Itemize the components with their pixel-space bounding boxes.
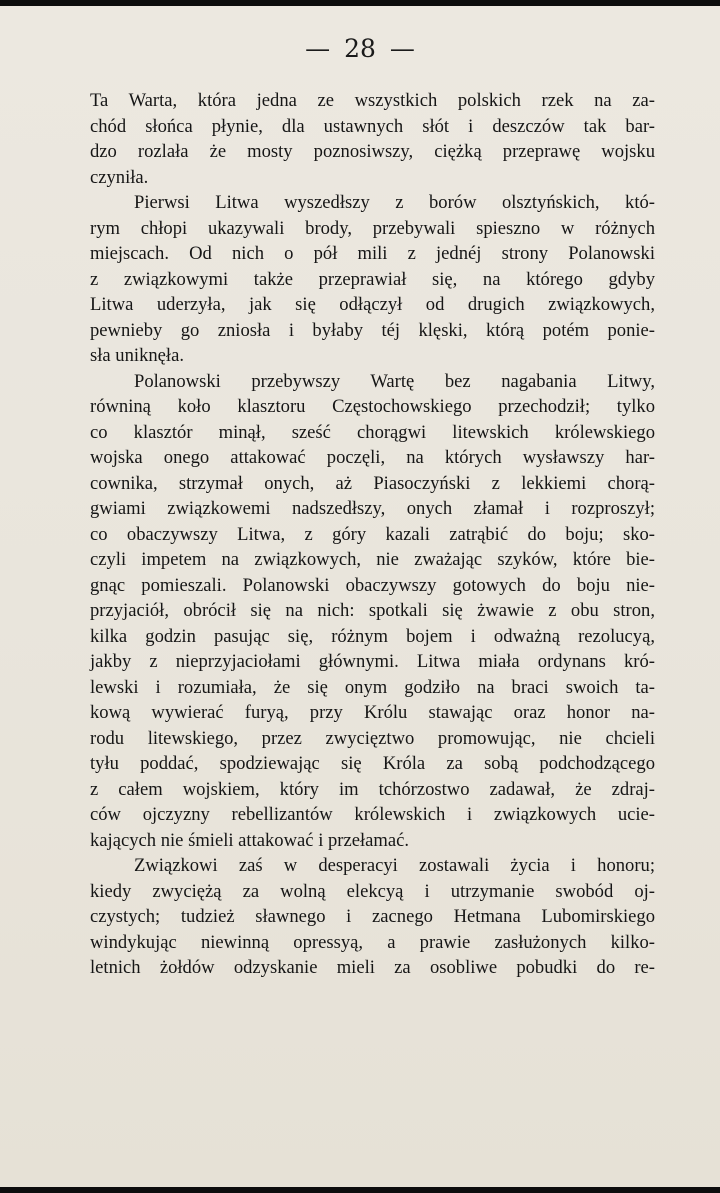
header-dash-left: — (305, 34, 331, 63)
text-line: co klasztór minął, sześć chorągwi litewskich królewskiego (90, 421, 655, 443)
text-line: tyłu poddać, spodziewając się Króla za sobą podchodzącego (90, 753, 655, 774)
text-line: co obaczywszy Litwa, z góry kazali zatrąbić do boju; sko- (90, 523, 655, 545)
body-text (90, 88, 655, 981)
text-line: kiedy zwyciężą za wolną elekcyą i utrzymanie swobód oj- (90, 880, 655, 902)
text-line: wojska onego attakować poczęli, na których wysławszy har- (90, 447, 655, 468)
text-line: przyjaciół, obrócił się na nich: spotkali się żwawie z obu stron, (90, 600, 655, 621)
text-line: z całem wojskiem, który im tchórzostwo zadawał, że zdraj- (90, 778, 655, 800)
text-line: sła uniknęła. (90, 345, 184, 366)
text-line: czyli impetem na związkowych, nie zważając szyków, które bie- (90, 549, 655, 570)
text-line: Pierwsi Litwa wyszedłszy z borów olsztyńskich, któ- (134, 192, 655, 213)
text-line: Związkowi zaś w desperacyi zostawali życia i honoru; (134, 855, 655, 876)
text-line: rym chłopi ukazywali brody, przebywali spieszno w różnych (90, 217, 655, 239)
page-number: 28 (344, 34, 376, 63)
text-line: czyniła. (90, 166, 149, 188)
text-line: kilka godzin pasując się, różnym bojem i odważną rezolucyą, (90, 625, 655, 647)
text-line: gwiami związkowemi nadszedłszy, onych złamał i rozproszył; (90, 498, 655, 519)
scan-bottom-edge (0, 1187, 720, 1193)
text-line: ców ojczyzny rebellizantów królewskich i związkowych ucie- (90, 804, 655, 825)
text-line: Polanowski przebywszy Wartę bez nagabania Litwy, (134, 370, 655, 392)
text-line: Litwa uderzyła, jak się odłączył od drugich związkowych, (90, 294, 655, 315)
text-line: dzo rozlała że mosty poznosiwszy, ciężką przeprawę wojsku (90, 141, 655, 162)
text-line: czystych; tudzież sławnego i zacnego Hetmana Lubomirskiego (90, 906, 655, 927)
text-line: z związkowymi także przeprawiał się, na którego gdyby (90, 268, 655, 290)
text-line: miejscach. Od nich o pół mili z jednéj strony Polanowski (90, 243, 655, 264)
page-header (0, 34, 720, 63)
paragraph-2 (90, 190, 655, 369)
text-line: Ta Warta, która jedna ze wszystkich polskich rzek na za- (90, 90, 655, 111)
text-line: letnich żołdów odzyskanie mieli za osobliwe pobudki do re- (90, 957, 655, 978)
text-line: gnąc pomieszali. Polanowski obaczywszy gotowych do boju nie- (90, 574, 655, 596)
paragraph-4 (90, 853, 655, 981)
text-line: jakby z nieprzyjaciołami głównymi. Litwa miała ordynans kró- (90, 651, 655, 672)
text-line: windykując niewinną opressyą, a prawie zasłużonych kilko- (90, 931, 655, 953)
header-dash-right: — (389, 34, 415, 63)
text-line: lewski i rozumiała, że się onym godziło na braci swoich ta- (90, 676, 655, 698)
text-line: rodu litewskiego, przez zwycięztwo promowując, nie chcieli (90, 727, 655, 749)
paragraph-3 (90, 369, 655, 854)
text-line: kową wywierać furyą, przy Królu stawając oraz honor na- (90, 702, 655, 723)
text-line: cownika, strzymał onych, aż Piasoczyński z lekkiemi chorą- (90, 472, 655, 494)
text-line: kających nie śmieli attakować i przełamać. (90, 829, 410, 851)
text-line: pewnieby go zniosła i byłaby téj klęski, którą potém ponie- (90, 319, 655, 341)
text-line: chód słońca płynie, dla ustawnych słót i deszczów tak bar- (90, 115, 655, 137)
scan-top-edge (0, 0, 720, 6)
paragraph-1 (90, 88, 655, 190)
text-line: równiną koło klasztoru Częstochowskiego przechodził; tylko (90, 396, 655, 417)
